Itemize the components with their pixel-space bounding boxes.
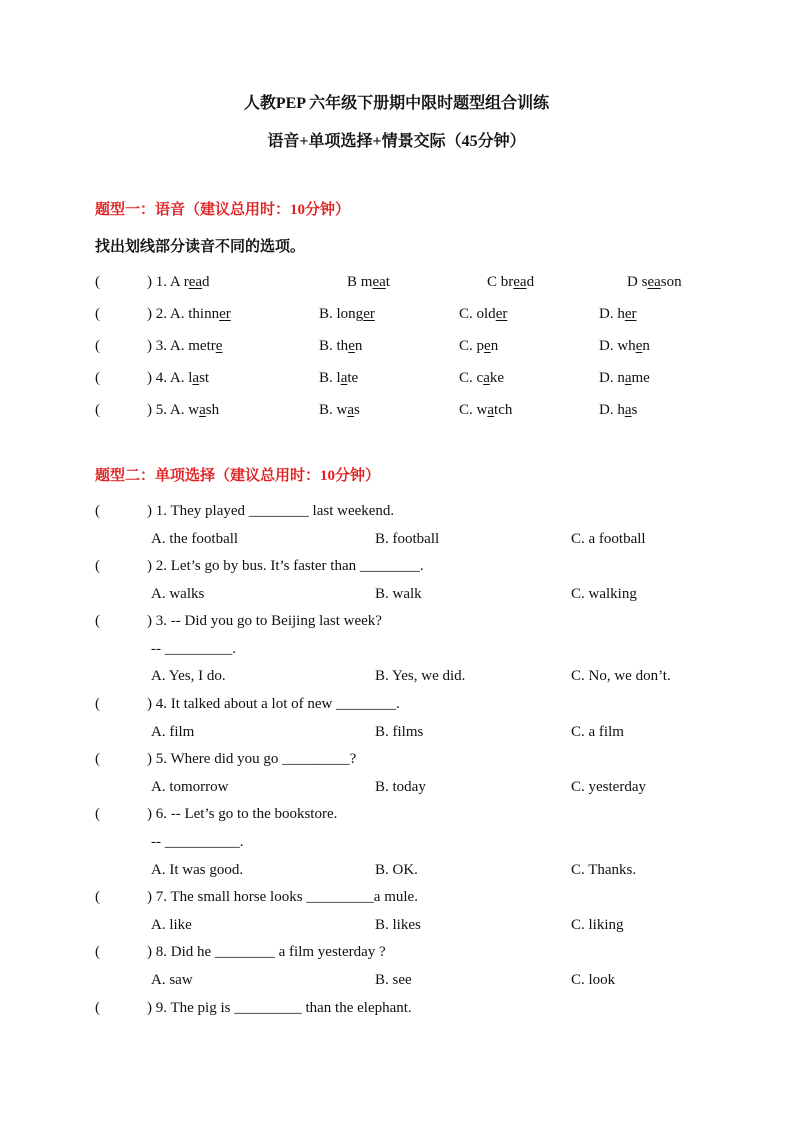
answer-paren: (: [95, 503, 100, 519]
phonics-option-c: C. pen: [459, 338, 499, 354]
option-a: A. saw: [151, 972, 193, 988]
option-a: A. It was good.: [151, 862, 244, 878]
option-a: A. the football: [151, 531, 239, 547]
question-stem: ) 9. The pig is _________ than the elephant.: [147, 1000, 412, 1016]
question-stem: ) 5. Where did you go _________?: [147, 751, 357, 767]
phonics-option-d: D. her: [599, 306, 637, 322]
answer-paren: (: [95, 613, 100, 629]
option-b: B. see: [375, 972, 412, 988]
question-stem: ) 2. Let’s go by bus. It’s faster than ________.: [147, 558, 424, 574]
phonics-option-b: B. late: [319, 370, 359, 386]
option-b: B. today: [375, 779, 426, 795]
phonics-option-a: ) 4. A. last: [147, 370, 210, 386]
answer-paren: (: [95, 274, 100, 290]
phonics-option-c: C. older: [459, 306, 508, 322]
option-c: C. a football: [571, 531, 646, 547]
phonics-option-a: ) 2. A. thinner: [147, 306, 231, 322]
answer-paren: (: [95, 558, 100, 574]
option-c: C. a film: [571, 724, 624, 740]
option-b: B. OK.: [375, 862, 418, 878]
phonics-option-b: B. longer: [319, 306, 375, 322]
answer-paren: (: [95, 696, 100, 712]
option-b: B. football: [375, 531, 440, 547]
answer-paren: (: [95, 889, 100, 905]
phonics-option-c: C. cake: [459, 370, 505, 386]
question-stem: ) 3. -- Did you go to Beijing last week?: [147, 613, 382, 629]
question-stem: ) 8. Did he ________ a film yesterday ?: [147, 944, 386, 960]
answer-paren: (: [95, 751, 100, 767]
phonics-option-b: B. was: [319, 402, 360, 418]
option-c: C. liking: [571, 917, 624, 933]
section2-heading: 题型二：单项选择（建议总用时：10分钟）: [95, 468, 381, 484]
option-a: A. like: [151, 917, 192, 933]
dialogue-response: -- _________.: [151, 641, 236, 657]
answer-paren: (: [95, 370, 100, 386]
option-c: C. No, we don’t.: [571, 668, 671, 684]
answer-paren: (: [95, 806, 100, 822]
phonics-option-c: C bread: [487, 274, 535, 290]
section1-instruction: 找出划线部分读音不同的选项。: [95, 239, 306, 255]
phonics-option-a: ) 5. A. wash: [147, 402, 220, 418]
option-b: B. Yes, we did.: [375, 668, 466, 684]
option-a: A. tomorrow: [151, 779, 229, 795]
answer-paren: (: [95, 402, 100, 418]
dialogue-response: -- __________.: [151, 834, 244, 850]
phonics-option-c: C. watch: [459, 402, 513, 418]
option-c: C. walking: [571, 586, 637, 602]
option-b: B. walk: [375, 586, 422, 602]
question-stem: ) 6. -- Let’s go to the bookstore.: [147, 806, 338, 822]
answer-paren: (: [95, 1000, 100, 1016]
section1-heading: 题型一：语音（建议总用时：10分钟）: [95, 202, 351, 218]
page-title: 人教PEP 六年级下册期中限时题型组合训练: [243, 95, 550, 112]
phonics-option-d: D. when: [599, 338, 650, 354]
option-b: B. likes: [375, 917, 421, 933]
option-a: A. film: [151, 724, 195, 740]
question-stem: ) 7. The small horse looks _________a mule.: [147, 889, 418, 905]
option-c: C. Thanks.: [571, 862, 637, 878]
phonics-option-a: ) 1. A read: [147, 274, 210, 290]
question-stem: ) 4. It talked about a lot of new ________.: [147, 696, 400, 712]
option-b: B. films: [375, 724, 424, 740]
option-c: C. look: [571, 972, 616, 988]
phonics-option-d: D. has: [599, 402, 638, 418]
question-stem: ) 1. They played ________ last weekend.: [147, 503, 395, 519]
phonics-option-d: D. name: [599, 370, 650, 386]
option-c: C. yesterday: [571, 779, 646, 795]
phonics-option-a: ) 3. A. metre: [147, 338, 223, 354]
page-subtitle: 语音+单项选择+情景交际（45分钟）: [267, 133, 526, 150]
answer-paren: (: [95, 944, 100, 960]
phonics-option-b: B meat: [347, 274, 390, 290]
option-a: A. Yes, I do.: [151, 668, 226, 684]
phonics-option-b: B. then: [319, 338, 363, 354]
answer-paren: (: [95, 306, 100, 322]
answer-paren: (: [95, 338, 100, 354]
option-a: A. walks: [151, 586, 205, 602]
phonics-option-d: D season: [627, 274, 682, 290]
